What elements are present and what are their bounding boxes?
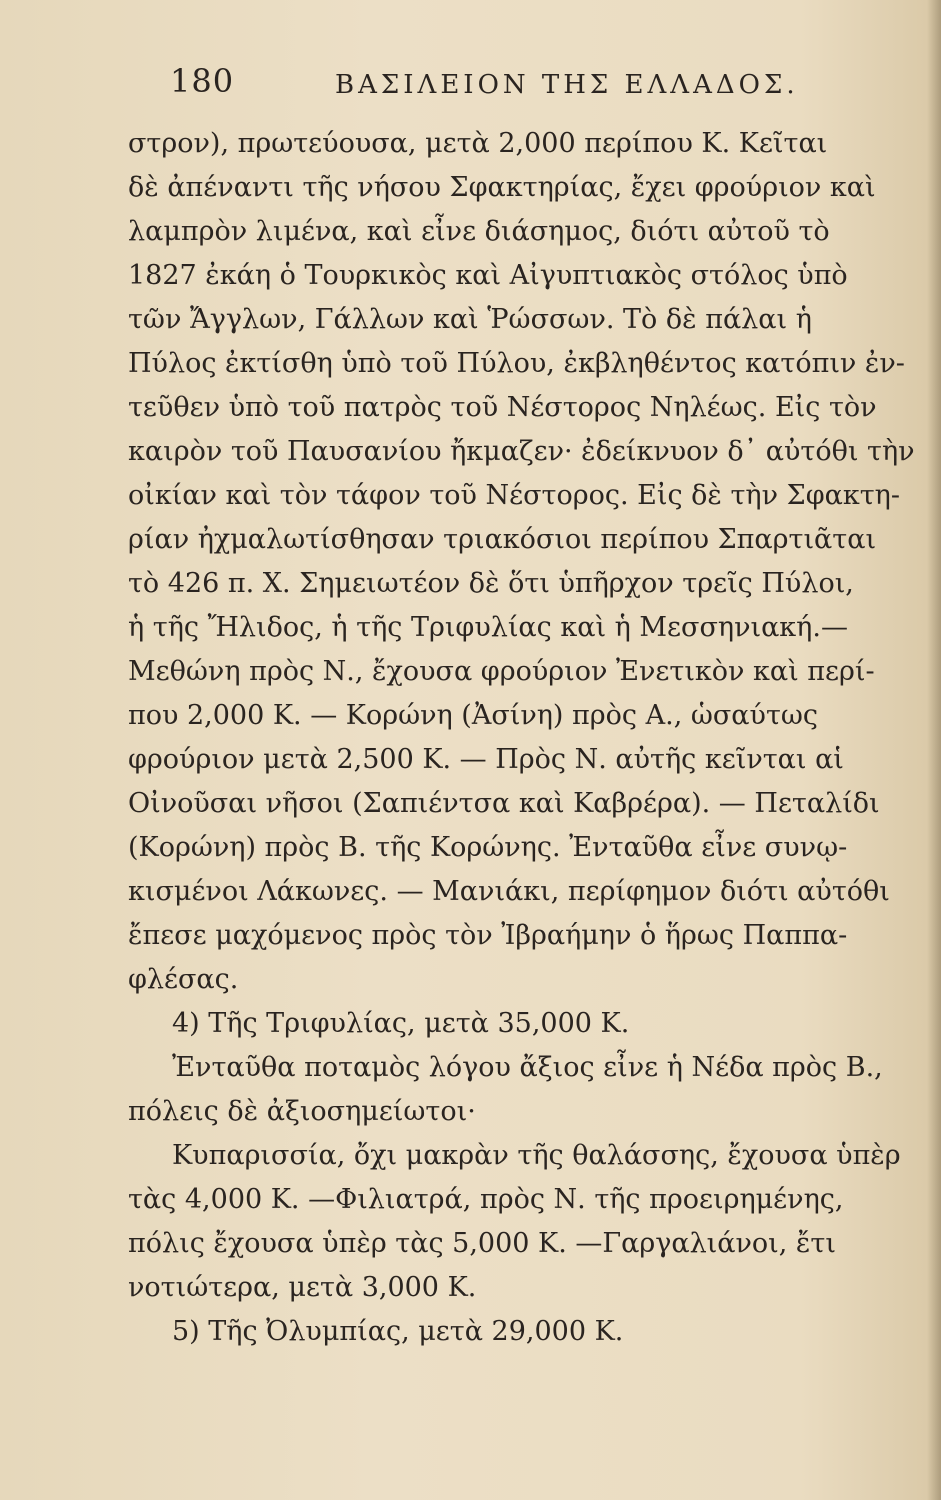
text-line: καιρὸν τοῦ Παυσανίου ἤκμαζεν· ἐδείκνυον δ᾽ αὐτόθι τὴν — [128, 436, 915, 467]
text-line: ρίαν ἠχμαλωτίσθησαν τριακόσιοι περίπου Σπαρτιᾶται — [128, 524, 877, 555]
text-line: Ἐνταῦθα ποταμὸς λόγου ἄξιος εἶνε ἡ Νέδα πρὸς Β., — [172, 1052, 883, 1083]
text-line: Μεθώνη πρὸς Ν., ἔχουσα φρούριον Ἐνετικὸν καὶ περί- — [128, 656, 875, 687]
text-line: 1827 ἐκάη ὁ Τουρκικὸς καὶ Αἰγυπτιακὸς στόλος ὑπὸ — [128, 260, 848, 291]
page-header — [170, 62, 910, 112]
text-line: λαμπρὸν λιμένα, καὶ εἶνε διάσημος, διότι αὐτοῦ τὸ — [128, 216, 830, 247]
text-line: Κυπαρισσία, ὄχι μακρὰν τῆς θαλάσσης, ἔχουσα ὑπὲρ — [172, 1140, 901, 1171]
text-line: τὰς 4,000 Κ. —Φιλιατρά, πρὸς Ν. τῆς προειρημένης, — [128, 1184, 844, 1215]
text-line: πόλις ἔχουσα ὑπὲρ τὰς 5,000 Κ. —Γαργαλιάνοι, ἔτι — [128, 1228, 836, 1259]
section-heading-trifylia: 4) Τῆς Τριφυλίας, μετὰ 35,000 Κ. — [172, 1008, 630, 1039]
page-edge-shadow — [927, 0, 941, 1500]
text-line: στρον), πρωτεύουσα, μετὰ 2,000 περίπου Κ. Κεῖται — [128, 128, 828, 159]
text-line: που 2,000 Κ. — Κορώνη (Ἀσίνη) πρὸς Α., ὡσαύτως — [128, 700, 819, 731]
text-line: ἔπεσε μαχόμενος πρὸς τὸν Ἰβραήμην ὁ ἥρως Παππα- — [128, 920, 848, 951]
text-line: πόλεις δὲ ἀξιοσημείωτοι· — [128, 1096, 476, 1127]
text-line: νοτιώτερα, μετὰ 3,000 Κ. — [128, 1272, 477, 1303]
running-head: ΒΑΣΙΛΕΙΟΝ ΤΗΣ ΕΛΛΑΔΟΣ. — [335, 70, 799, 100]
text-line: δὲ ἀπέναντι τῆς νήσου Σφακτηρίας, ἔχει φρούριον καὶ — [128, 172, 876, 203]
text-line: τῶν Ἄγγλων, Γάλλων καὶ Ῥώσσων. Τὸ δὲ πάλαι ἡ — [128, 304, 812, 335]
page-body-text — [128, 122, 918, 1354]
text-line: τεῦθεν ὑπὸ τοῦ πατρὸς τοῦ Νέστορος Νηλέως. Εἰς τὸν — [128, 392, 877, 423]
text-line: Πύλος ἐκτίσθη ὑπὸ τοῦ Πύλου, ἐκβληθέντος κατόπιν ἐν- — [128, 348, 905, 379]
text-line: φρούριον μετὰ 2,500 Κ. — Πρὸς Ν. αὐτῆς κεῖνται αἱ — [128, 744, 844, 775]
text-line: οἰκίαν καὶ τὸν τάφον τοῦ Νέστορος. Εἰς δὲ τὴν Σφακτη- — [128, 480, 900, 511]
text-line: φλέσας. — [128, 964, 239, 995]
page-number: 180 — [170, 62, 235, 100]
text-line: τὸ 426 π. Χ. Σημειωτέον δὲ ὅτι ὑπῆρχον τρεῖς Πύλοι, — [128, 568, 854, 599]
text-line: Οἰνοῦσαι νῆσοι (Σαπιέντσα καὶ Καβρέρα). — Πεταλίδι — [128, 788, 880, 819]
section-heading-olympia: 5) Τῆς Ὀλυμπίας, μετὰ 29,000 Κ. — [172, 1316, 624, 1347]
text-line: ἡ τῆς Ἤλιδος, ἡ τῆς Τριφυλίας καὶ ἡ Μεσσηνιακή.— — [128, 612, 848, 643]
text-line: (Κορώνη) πρὸς Β. τῆς Κορώνης. Ἐνταῦθα εἶνε συνῳ- — [128, 832, 848, 863]
text-line: κισμένοι Λάκωνες. — Μανιάκι, περίφημον διότι αὐτόθι — [128, 876, 890, 907]
